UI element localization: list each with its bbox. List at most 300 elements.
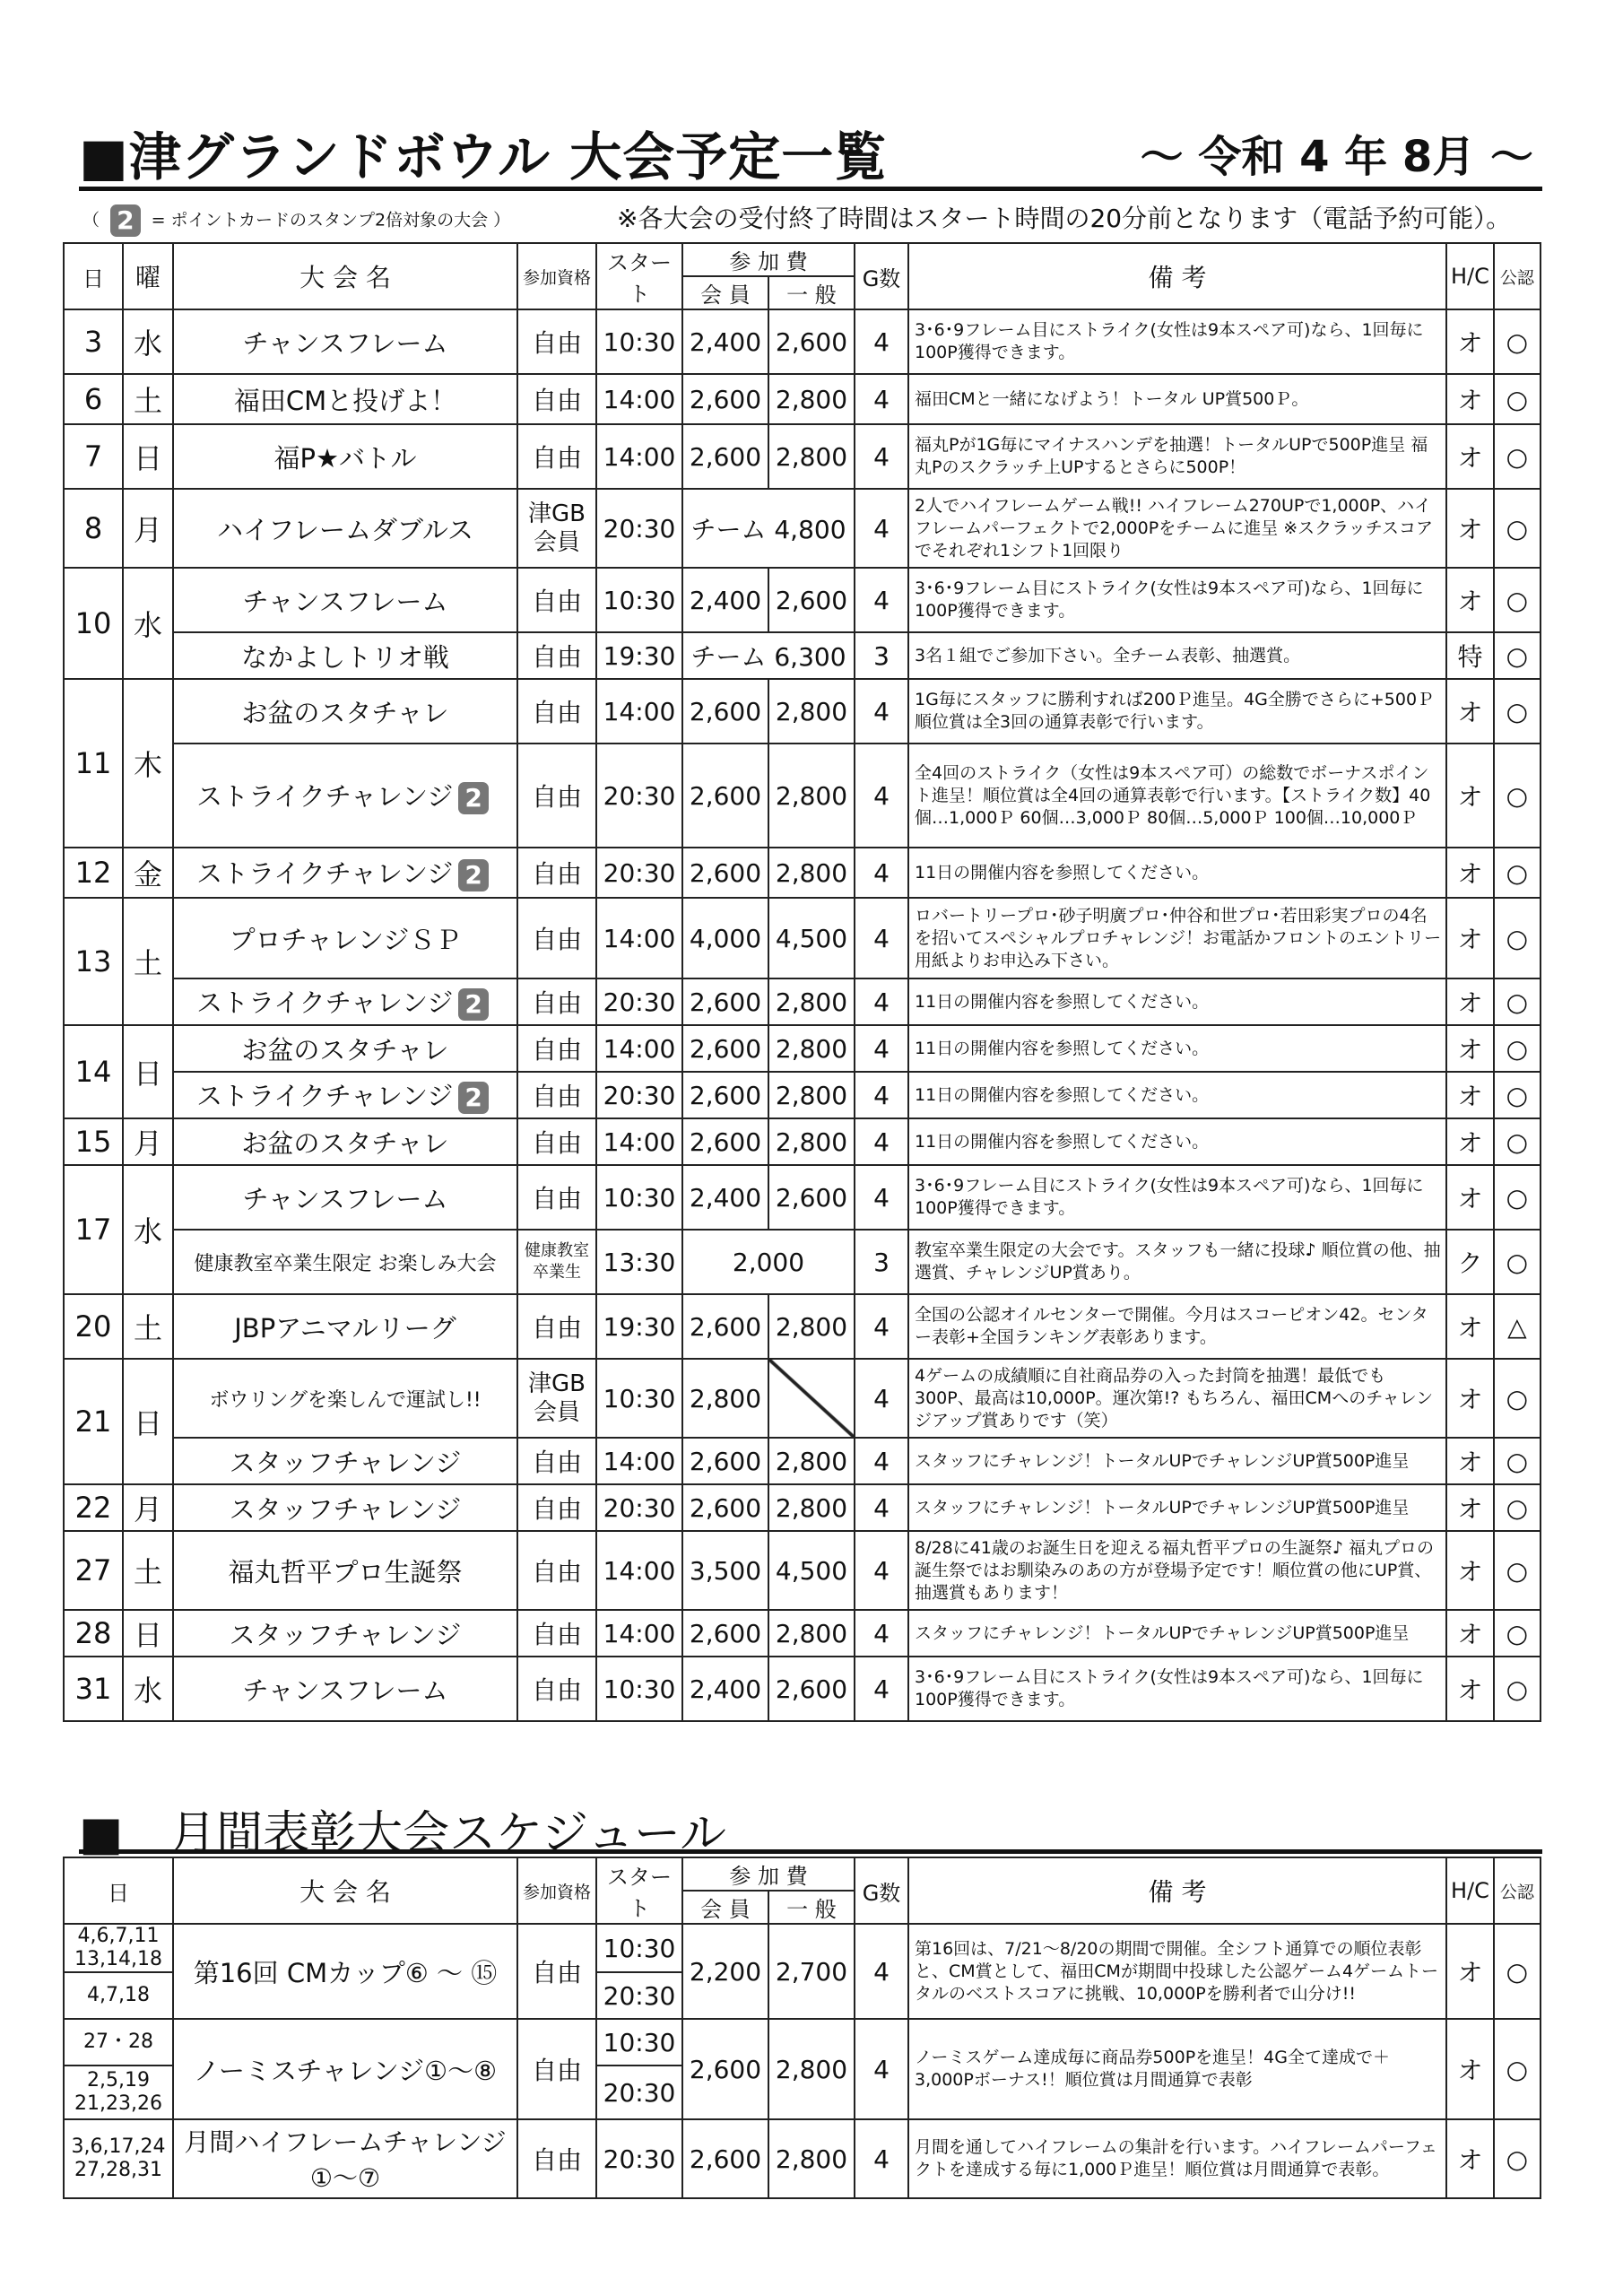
event-hc: オ — [1446, 1484, 1494, 1531]
event-start: 19:30 — [596, 632, 682, 679]
event-games: 4 — [855, 1294, 908, 1359]
event-remarks: スタッフにチャレンジ！トータルUPでチャレンジUP賞500P進呈 — [908, 1438, 1446, 1484]
event-dow: 土 — [123, 898, 173, 1025]
event-start: 14:00 — [596, 1025, 682, 1072]
event-team-fee: 2,000 — [682, 1230, 855, 1294]
monthly-name: 第16回 CMカップ⑥ ～ ⑮ — [173, 1924, 517, 2019]
event-member-fee: 4,000 — [682, 898, 768, 978]
event-qual: 自由 — [517, 848, 596, 898]
event-qual: 自由 — [517, 898, 596, 978]
event-name-text: チャンスフレーム — [242, 1674, 448, 1706]
event-remarks: 福丸Pが1G毎にマイナスハンデを抽選！トータルUPで500P進呈 福丸Pのスクラッチ上UPするとさらに500P！ — [908, 424, 1446, 489]
monthly-start: 10:30 — [596, 2019, 682, 2066]
event-dow: 土 — [123, 1294, 173, 1359]
event-qual: 自由 — [517, 1610, 596, 1657]
event-day: 20 — [64, 1294, 123, 1359]
event-name — [173, 1025, 517, 1072]
event-name — [173, 1165, 517, 1230]
event-games: 4 — [855, 489, 908, 568]
schedule-row — [64, 424, 1541, 489]
event-hc: オ — [1446, 1438, 1494, 1484]
event-start: 14:00 — [596, 424, 682, 489]
event-member-fee: 2,600 — [682, 978, 768, 1025]
monthly-name: ノーミスチャレンジ①～⑧ — [173, 2019, 517, 2119]
event-start: 10:30 — [596, 568, 682, 632]
monthly-hc: オ — [1446, 2119, 1494, 2198]
event-official: ○ — [1494, 1165, 1541, 1230]
event-remarks: ロバートリープロ･砂子明廣プロ･仲谷和世プロ･若田彩実プロの4名を招いてスペシャルプロチャレンジ！お電話かフロントのエントリー用紙よりお申込み下さい。 — [908, 898, 1446, 978]
month-label: ～ 令和 4 年 8月 ～ — [1140, 132, 1533, 182]
event-hc: ク — [1446, 1230, 1494, 1294]
event-name-text: スタッフチャレンジ — [229, 1619, 462, 1650]
event-day: 31 — [64, 1657, 123, 1721]
monthly-table — [63, 1857, 1541, 2199]
event-remarks: 2人でハイフレームゲーム戦!! ハイフレーム270UPで1,000P、ハイフレームパーフェクトで2,000Pをチームに進呈 ※スクラッチスコアでそれぞれ1シフト1回限り — [908, 489, 1446, 568]
event-games: 3 — [855, 1230, 908, 1294]
monthly-remarks: 月間を通してハイフレームの集計を行います。ハイフレームパーフェクトを達成する毎に1,000Ｐ進呈！順位賞は月間通算で表彰。 — [908, 2119, 1446, 2198]
event-qual: 自由 — [517, 1294, 596, 1359]
m-col-games: G数 — [855, 1857, 908, 1924]
event-games: 4 — [855, 898, 908, 978]
m-col-qual: 参加資格 — [517, 1857, 596, 1924]
monthly-start: 10:30 — [596, 1924, 682, 1972]
col-fee: 参 加 費 — [682, 243, 855, 276]
col-member: 会 員 — [682, 276, 768, 309]
m-col-hc: H/C — [1446, 1857, 1494, 1924]
event-games: 4 — [855, 1025, 908, 1072]
event-qual: 自由 — [517, 632, 596, 679]
event-games: 4 — [855, 744, 908, 848]
event-hc: オ — [1446, 1025, 1494, 1072]
monthly-member-fee: 2,600 — [682, 2019, 768, 2119]
event-name-text: ボウリングを楽しんで運試し!! — [209, 1388, 482, 1412]
event-qual: 自由 — [517, 568, 596, 632]
monthly-days: 27・28 — [64, 2019, 173, 2066]
page-header — [79, 115, 1542, 191]
schedule-row — [64, 898, 1541, 978]
event-hc: オ — [1446, 309, 1494, 374]
event-member-fee: 2,600 — [682, 1438, 768, 1484]
event-games: 4 — [855, 679, 908, 744]
schedule-row — [64, 1610, 1541, 1657]
event-name — [173, 1531, 517, 1610]
double-stamp-badge: 2 — [458, 1082, 488, 1114]
event-member-fee: 2,400 — [682, 1165, 768, 1230]
event-name-text: チャンスフレーム — [242, 1183, 448, 1214]
event-games: 4 — [855, 374, 908, 424]
event-hc: オ — [1446, 568, 1494, 632]
event-member-fee: 2,600 — [682, 1610, 768, 1657]
event-day: 8 — [64, 489, 123, 568]
event-name-text: ストライクチャレンジ — [196, 1081, 454, 1111]
schedule-row — [64, 309, 1541, 374]
monthly-days: 4,6,7,11 13,14,18 — [64, 1924, 173, 1972]
point-badge: 2 — [110, 204, 140, 237]
monthly-qual: 自由 — [517, 2119, 596, 2198]
event-name — [173, 1657, 517, 1721]
event-remarks: 3･6･9フレーム目にストライク(女性は9本スペア可)なら、1回毎に100P獲得できます。 — [908, 568, 1446, 632]
event-general-fee: 2,800 — [768, 1294, 855, 1359]
event-name-text: ストライクチャレンジ — [196, 858, 454, 889]
event-qual: 自由 — [517, 309, 596, 374]
event-dow: 土 — [123, 1531, 173, 1610]
monthly-row — [64, 2019, 1541, 2066]
event-name-text: JBPアニマルリーグ — [234, 1312, 456, 1344]
schedule-row — [64, 632, 1541, 679]
event-member-fee: 2,800 — [682, 1359, 768, 1438]
event-day: 3 — [64, 309, 123, 374]
event-name-text: チャンスフレーム — [242, 586, 448, 617]
col-day: 日 — [64, 243, 123, 309]
monthly-row — [64, 1924, 1541, 1972]
schedule-row — [64, 568, 1541, 632]
event-remarks: 3･6･9フレーム目にストライク(女性は9本スペア可)なら、1回毎に100P獲得できます。 — [908, 1657, 1446, 1721]
event-qual: 自由 — [517, 1531, 596, 1610]
monthly-days: 4,7,18 — [64, 1972, 173, 2019]
event-remarks: 11日の開催内容を参照してください。 — [908, 978, 1446, 1025]
monthly-hc: オ — [1446, 1924, 1494, 2019]
schedule-row — [64, 1118, 1541, 1165]
event-general-fee: 4,500 — [768, 898, 855, 978]
event-dow: 水 — [123, 568, 173, 679]
event-general-fee: 2,800 — [768, 679, 855, 744]
monthly-start: 20:30 — [596, 2066, 682, 2119]
monthly-member-fee: 2,200 — [682, 1924, 768, 2019]
event-qual: 自由 — [517, 1484, 596, 1531]
event-name — [173, 1610, 517, 1657]
monthly-start: 20:30 — [596, 1972, 682, 2019]
event-official: ○ — [1494, 374, 1541, 424]
monthly-general-fee: 2,800 — [768, 2119, 855, 2198]
event-member-fee: 2,600 — [682, 1484, 768, 1531]
event-member-fee: 2,400 — [682, 568, 768, 632]
event-start: 14:00 — [596, 1118, 682, 1165]
event-day: 21 — [64, 1359, 123, 1484]
event-hc: オ — [1446, 1610, 1494, 1657]
event-start: 20:30 — [596, 1072, 682, 1118]
event-general-fee: 2,800 — [768, 1610, 855, 1657]
event-start: 20:30 — [596, 1484, 682, 1531]
event-general-fee: 2,800 — [768, 424, 855, 489]
event-games: 4 — [855, 1359, 908, 1438]
event-qual: 自由 — [517, 374, 596, 424]
event-general-fee: 2,600 — [768, 309, 855, 374]
event-day: 6 — [64, 374, 123, 424]
event-official: ○ — [1494, 1025, 1541, 1072]
event-day: 10 — [64, 568, 123, 679]
schedule-table — [63, 242, 1541, 1722]
schedule-row — [64, 1657, 1541, 1721]
col-remarks: 備 考 — [908, 243, 1446, 309]
event-member-fee: 3,500 — [682, 1531, 768, 1610]
event-official: ○ — [1494, 1484, 1541, 1531]
monthly-row — [64, 2119, 1541, 2198]
event-official: ○ — [1494, 744, 1541, 848]
event-dow: 月 — [123, 1118, 173, 1165]
event-start: 20:30 — [596, 744, 682, 848]
event-general-fee: 2,600 — [768, 1657, 855, 1721]
reception-note: ※各大会の受付終了時間はスタート時間の20分前となります（電話予約可能）。 — [617, 204, 1512, 233]
monthly-official: ○ — [1494, 2019, 1541, 2119]
monthly-title: ■ 月間表彰大会スケジュール — [79, 1807, 727, 1861]
m-col-official: 公認 — [1494, 1857, 1541, 1924]
event-remarks: 3･6･9フレーム目にストライク(女性は9本スペア可)なら、1回毎に100P獲得できます。 — [908, 1165, 1446, 1230]
event-hc: オ — [1446, 898, 1494, 978]
monthly-member-fee: 2,600 — [682, 2119, 768, 2198]
event-name — [173, 1359, 517, 1438]
col-qual: 参加資格 — [517, 243, 596, 309]
event-official: ○ — [1494, 679, 1541, 744]
event-name-text: ストライクチャレンジ — [196, 781, 454, 812]
event-name-text: スタッフチャレンジ — [229, 1447, 462, 1478]
event-name-text: なかよしトリオ戦 — [241, 641, 449, 673]
event-games: 4 — [855, 1531, 908, 1610]
event-remarks: 11日の開催内容を参照してください。 — [908, 1118, 1446, 1165]
event-general-fee: 2,800 — [768, 1484, 855, 1531]
schedule-row — [64, 489, 1541, 568]
event-remarks: スタッフにチャレンジ！トータルUPでチャレンジUP賞500P進呈 — [908, 1484, 1446, 1531]
event-qual: 健康教室卒業生 — [517, 1230, 596, 1294]
event-member-fee: 2,600 — [682, 1025, 768, 1072]
schedule-row — [64, 978, 1541, 1025]
event-start: 14:00 — [596, 1610, 682, 1657]
event-name — [173, 898, 517, 978]
event-dow: 水 — [123, 1657, 173, 1721]
schedule-row — [64, 679, 1541, 744]
monthly-official: ○ — [1494, 1924, 1541, 2019]
event-general-fee: 2,800 — [768, 978, 855, 1025]
event-qual: 自由 — [517, 978, 596, 1025]
event-hc: オ — [1446, 978, 1494, 1025]
event-remarks: 1G毎にスタッフに勝利すれば200Ｐ進呈。4G全勝でさらに+500Ｐ順位賞は全3回の通算表彰で行います。 — [908, 679, 1446, 744]
event-games: 3 — [855, 632, 908, 679]
event-hc: 特 — [1446, 632, 1494, 679]
col-dow: 曜 — [123, 243, 173, 309]
event-start: 10:30 — [596, 1657, 682, 1721]
event-remarks: 教室卒業生限定の大会です。スタッフも一緒に投球♪ 順位賞の他、抽選賞、チャレンジUP賞あり。 — [908, 1230, 1446, 1294]
event-hc: オ — [1446, 1072, 1494, 1118]
event-official: ○ — [1494, 489, 1541, 568]
event-hc: オ — [1446, 424, 1494, 489]
event-official: ○ — [1494, 1531, 1541, 1610]
event-official: ○ — [1494, 898, 1541, 978]
event-remarks: 全国の公認オイルセンターで開催。今月はスコーピオン42。センター表彰+全国ランキング表彰あります。 — [908, 1294, 1446, 1359]
event-name-text: 福丸哲平プロ生誕祭 — [228, 1556, 463, 1587]
event-hc: オ — [1446, 1118, 1494, 1165]
event-hc: オ — [1446, 1165, 1494, 1230]
event-start: 14:00 — [596, 1531, 682, 1610]
event-official: ○ — [1494, 848, 1541, 898]
event-remarks: 3名１組でご参加下さい。全チーム表彰、抽選賞。 — [908, 632, 1446, 679]
event-general-fee: 2,800 — [768, 1025, 855, 1072]
event-general-fee: 2,800 — [768, 1118, 855, 1165]
event-dow: 月 — [123, 1484, 173, 1531]
page-title: ■津グランドボウル 大会予定一覧 — [79, 126, 888, 187]
event-games: 4 — [855, 424, 908, 489]
event-remarks: 4ゲームの成績順に自社商品券の入った封筒を抽選！最低でも300P、最高は10,000P。運次第!? もちろん、福田CMへのチャレンジアップ賞ありです（笑） — [908, 1359, 1446, 1438]
event-official: ○ — [1494, 1610, 1541, 1657]
monthly-qual: 自由 — [517, 1924, 596, 2019]
event-remarks: 11日の開催内容を参照してください。 — [908, 848, 1446, 898]
event-name — [173, 309, 517, 374]
event-day: 28 — [64, 1610, 123, 1657]
event-hc: オ — [1446, 744, 1494, 848]
col-official: 公認 — [1494, 243, 1541, 309]
event-remarks: 8/28に41歳のお誕生日を迎える福丸哲平プロの生誕祭♪ 福丸プロの誕生祭ではお馴染みのあの方が登場予定です！順位賞の他にUP賞、抽選賞もあります！ — [908, 1531, 1446, 1610]
event-dow: 日 — [123, 1610, 173, 1657]
m-col-fee: 参 加 費 — [682, 1857, 855, 1891]
event-games: 4 — [855, 1072, 908, 1118]
event-start: 14:00 — [596, 1438, 682, 1484]
event-general-fee: 2,800 — [768, 1438, 855, 1484]
event-dow: 日 — [123, 1025, 173, 1118]
event-name — [173, 632, 517, 679]
monthly-remarks: ノーミスゲーム達成毎に商品券500Pを進呈！4G全て達成で＋3,000Pボーナス!！順位賞は月間通算で表彰 — [908, 2019, 1446, 2119]
monthly-official: ○ — [1494, 2119, 1541, 2198]
event-games: 4 — [855, 309, 908, 374]
col-general: 一 般 — [768, 276, 855, 309]
event-qual: 津GB会員 — [517, 489, 596, 568]
event-official: ○ — [1494, 1230, 1541, 1294]
event-general-fee: 2,800 — [768, 374, 855, 424]
event-general-fee: 4,500 — [768, 1531, 855, 1610]
schedule-row — [64, 1359, 1541, 1438]
event-dow: 金 — [123, 848, 173, 898]
event-hc: オ — [1446, 374, 1494, 424]
schedule-row — [64, 1072, 1541, 1118]
notes — [79, 199, 1549, 239]
event-day: 15 — [64, 1118, 123, 1165]
event-name-text: 福P★バトル — [273, 442, 417, 474]
event-dow: 土 — [123, 374, 173, 424]
event-official: ○ — [1494, 1438, 1541, 1484]
event-day: 12 — [64, 848, 123, 898]
event-qual: 自由 — [517, 1118, 596, 1165]
event-official: ○ — [1494, 1118, 1541, 1165]
event-start: 10:30 — [596, 309, 682, 374]
event-name-text: ハイフレームダブルス — [217, 514, 473, 545]
event-member-fee: 2,600 — [682, 1072, 768, 1118]
event-start: 20:30 — [596, 848, 682, 898]
monthly-days: 2,5,19 21,23,26 — [64, 2066, 173, 2119]
event-start: 19:30 — [596, 1294, 682, 1359]
monthly-general-fee: 2,800 — [768, 2019, 855, 2119]
event-dow: 日 — [123, 424, 173, 489]
event-remarks: 全4回のストライク（女性は9本スペア可）の総数でボーナスポイント進呈！順位賞は全4回の通算表彰で行います。【ストライク数】40個…1,000Ｐ 60個…3,000Ｐ 80個…5,000Ｐ 100個…10,000Ｐ — [908, 744, 1446, 848]
event-hc: オ — [1446, 1359, 1494, 1438]
m-col-start: スタート — [596, 1857, 682, 1924]
event-dow: 水 — [123, 309, 173, 374]
event-general-fee — [768, 1359, 855, 1438]
event-hc: オ — [1446, 848, 1494, 898]
event-dow: 木 — [123, 679, 173, 848]
event-name — [173, 744, 517, 848]
event-qual: 自由 — [517, 1165, 596, 1230]
event-name — [173, 424, 517, 489]
event-general-fee: 2,600 — [768, 1165, 855, 1230]
event-name — [173, 1484, 517, 1531]
event-member-fee: 2,600 — [682, 424, 768, 489]
event-name-text: お盆のスタチャレ — [241, 697, 449, 728]
event-name-text: 健康教室卒業生限定 お楽しみ大会 — [194, 1252, 497, 1275]
m-col-remarks: 備 考 — [908, 1857, 1446, 1924]
event-member-fee: 2,400 — [682, 1657, 768, 1721]
event-name — [173, 679, 517, 744]
schedule-row — [64, 1438, 1541, 1484]
double-stamp-badge: 2 — [458, 859, 488, 891]
event-member-fee: 2,400 — [682, 309, 768, 374]
event-member-fee: 2,600 — [682, 1294, 768, 1359]
event-qual: 自由 — [517, 1025, 596, 1072]
schedule-row — [64, 1230, 1541, 1294]
event-start: 13:30 — [596, 1230, 682, 1294]
monthly-games: 4 — [855, 2119, 908, 2198]
event-official: ○ — [1494, 309, 1541, 374]
event-name — [173, 374, 517, 424]
event-official: △ — [1494, 1294, 1541, 1359]
event-name — [173, 1118, 517, 1165]
event-member-fee: 2,600 — [682, 679, 768, 744]
schedule-row — [64, 744, 1541, 848]
event-qual: 津GB会員 — [517, 1359, 596, 1438]
m-col-day: 日 — [64, 1857, 173, 1924]
event-day: 22 — [64, 1484, 123, 1531]
event-member-fee: 2,600 — [682, 1118, 768, 1165]
event-member-fee: 2,600 — [682, 744, 768, 848]
m-col-member: 会 員 — [682, 1891, 768, 1924]
event-team-fee: チーム 4,800 — [682, 489, 855, 568]
event-general-fee: 2,800 — [768, 1072, 855, 1118]
monthly-remarks: 第16回は、7/21～8/20の期間で開催。全シフト通算での順位表彰と、CM賞として、福田CMが期間中投球した公認ゲーム4ゲームトータルのベストスコアに挑戦、10,000Pを勝利者で山分け!! — [908, 1924, 1446, 2019]
event-official: ○ — [1494, 1072, 1541, 1118]
event-general-fee: 2,800 — [768, 744, 855, 848]
monthly-name: 月間ハイフレームチャレンジ ①～⑦ — [173, 2119, 517, 2198]
event-games: 4 — [855, 978, 908, 1025]
event-hc: オ — [1446, 1531, 1494, 1610]
event-remarks: 11日の開催内容を参照してください。 — [908, 1072, 1446, 1118]
event-name-text: 福田CMと投げよ！ — [233, 385, 457, 416]
monthly-days: 3,6,17,24 27,28,31 — [64, 2119, 173, 2198]
event-remarks: スタッフにチャレンジ！トータルUPでチャレンジUP賞500P進呈 — [908, 1610, 1446, 1657]
event-qual: 自由 — [517, 1072, 596, 1118]
event-start: 14:00 — [596, 679, 682, 744]
monthly-games: 4 — [855, 2019, 908, 2119]
event-name — [173, 848, 517, 898]
schedule-row — [64, 848, 1541, 898]
event-games: 4 — [855, 1610, 908, 1657]
event-name-text: お盆のスタチャレ — [241, 1034, 449, 1065]
event-day: 14 — [64, 1025, 123, 1118]
event-general-fee: 2,600 — [768, 568, 855, 632]
event-name — [173, 978, 517, 1025]
monthly-games: 4 — [855, 1924, 908, 2019]
event-qual: 自由 — [517, 679, 596, 744]
event-team-fee: チーム 6,300 — [682, 632, 855, 679]
event-name — [173, 1294, 517, 1359]
event-start: 10:30 — [596, 1165, 682, 1230]
event-official: ○ — [1494, 568, 1541, 632]
event-member-fee: 2,600 — [682, 848, 768, 898]
schedule-row — [64, 374, 1541, 424]
event-start: 14:00 — [596, 374, 682, 424]
monthly-header — [79, 1796, 1542, 1861]
event-qual: 自由 — [517, 1438, 596, 1484]
event-name — [173, 568, 517, 632]
event-day: 17 — [64, 1165, 123, 1294]
point-note-suffix: = ポイントカードのスタンプ2倍対象の大会 ） — [151, 210, 511, 230]
col-name: 大 会 名 — [173, 243, 517, 309]
col-start: スタート — [596, 243, 682, 309]
